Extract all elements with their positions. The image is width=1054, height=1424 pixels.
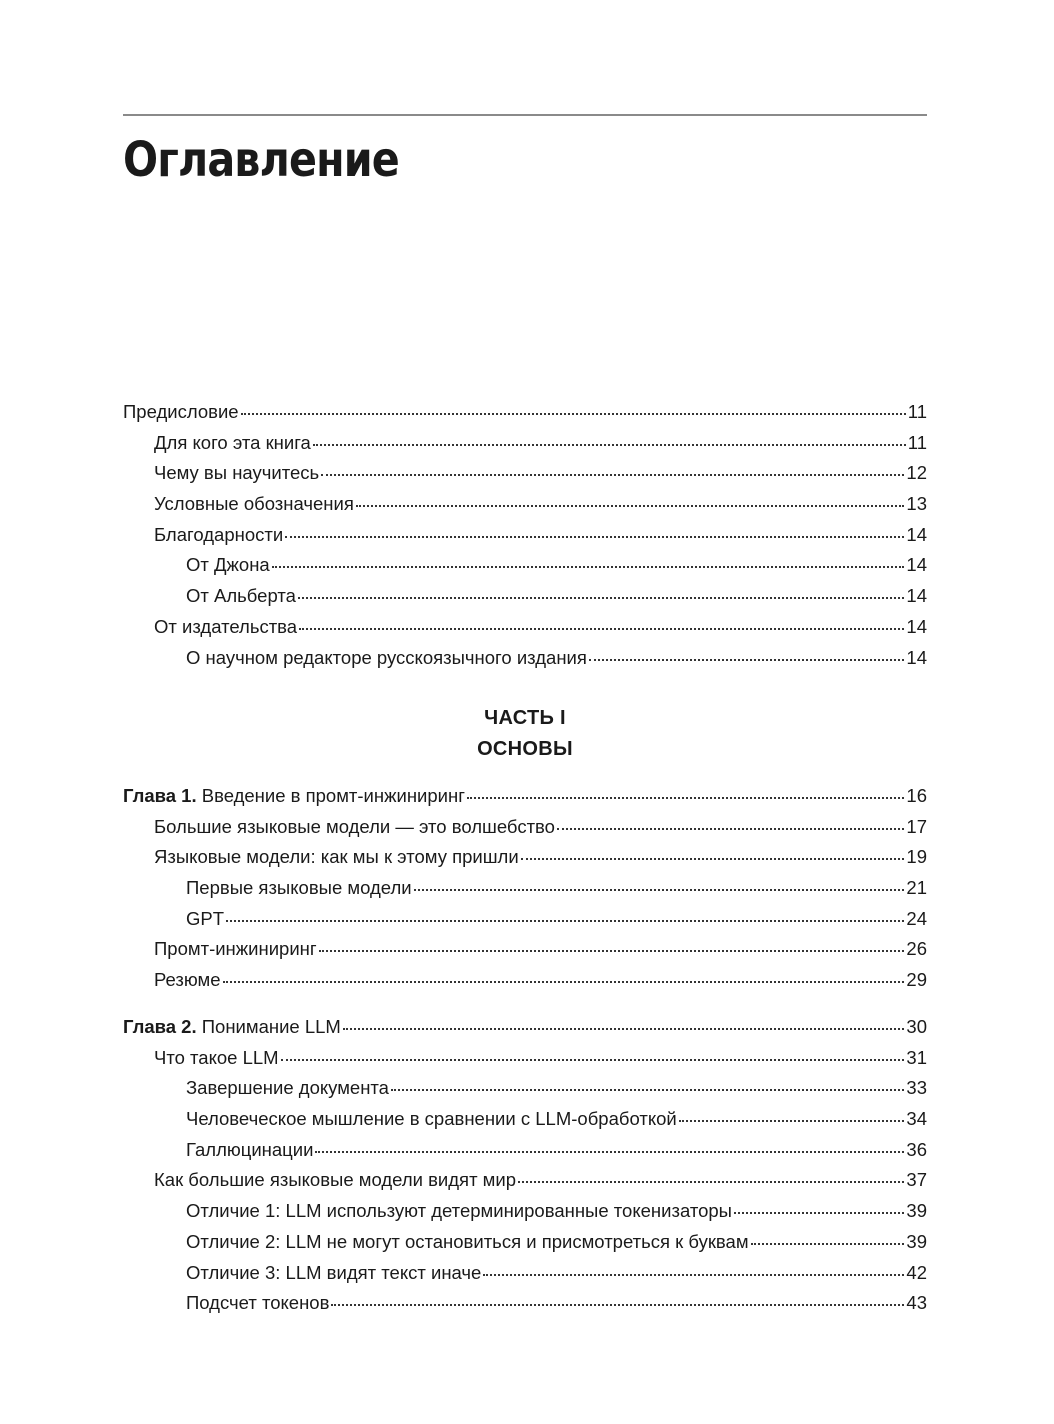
toc-entry-label	[154, 934, 317, 965]
toc-entry-text: Условные обозначения	[154, 493, 354, 515]
dot-leader	[299, 628, 904, 630]
toc-entry-text: От издательства	[154, 615, 298, 637]
chapter-number: Глава 1.	[123, 785, 197, 806]
toc-entry-page-number: 11	[907, 401, 927, 422]
toc-entry-page-number: 13	[906, 493, 927, 515]
toc-entry-label	[154, 520, 283, 551]
toc-entry[interactable]	[123, 520, 927, 551]
header-rule	[123, 114, 927, 116]
toc-entry[interactable]	[123, 397, 927, 428]
toc-entry-label	[186, 581, 296, 612]
dot-leader	[285, 536, 904, 538]
toc-entry-text: Галлюцинации	[186, 1138, 314, 1160]
dot-leader	[331, 1304, 904, 1306]
dot-leader	[281, 1059, 905, 1061]
page-title: Оглавление	[123, 132, 399, 188]
toc-entry-text: Для кого эта книга	[154, 431, 311, 453]
dot-leader	[226, 920, 904, 922]
dot-leader	[272, 566, 905, 568]
toc-entry-text: Подсчет токенов	[186, 1292, 330, 1314]
toc-entry-label	[186, 1227, 749, 1258]
toc-chapter-2	[123, 1012, 927, 1319]
toc-entry[interactable]	[123, 550, 927, 581]
toc-entry-page-number: 14	[906, 523, 927, 545]
toc-entry-text: Резюме	[154, 969, 221, 991]
toc-entry-page-number: 33	[906, 1077, 927, 1099]
toc-entry-label	[123, 1012, 341, 1043]
dot-leader	[356, 505, 905, 507]
toc-entry-text: GPT	[186, 907, 225, 929]
toc-chapter-1	[123, 781, 927, 996]
toc-entry-page-number: 43	[906, 1292, 927, 1314]
toc-entry-label	[186, 873, 412, 904]
toc-entry[interactable]	[123, 781, 927, 812]
toc-entry-label	[154, 428, 311, 459]
toc-entry[interactable]	[123, 1135, 927, 1166]
toc-entry[interactable]	[123, 1104, 927, 1135]
toc-entry-text: Предисловие	[123, 401, 239, 422]
dot-leader	[343, 1028, 905, 1030]
toc-entry-page-number: 42	[906, 1261, 927, 1283]
toc-entry-page-number: 14	[906, 646, 927, 668]
toc-entry[interactable]	[123, 842, 927, 873]
toc-entry-page-number: 14	[906, 585, 927, 607]
toc-entry-label	[123, 397, 239, 428]
toc-entry-label	[154, 1165, 516, 1196]
toc-entry-text: Отличие 1: LLM используют детерминированные токенизаторы	[186, 1200, 732, 1222]
toc-entry-page-number: 31	[906, 1046, 927, 1068]
toc-entry-page-number: 39	[906, 1200, 927, 1222]
toc-entry-page-number: 19	[906, 846, 927, 868]
toc-entry-text: О научном редакторе русскоязычного издания	[186, 646, 587, 668]
toc-entry-label	[154, 489, 354, 520]
toc-entry-page-number: 30	[906, 1016, 927, 1037]
toc-entry[interactable]	[123, 1073, 927, 1104]
toc-entry-label	[154, 612, 297, 643]
toc-entry-text: Завершение документа	[186, 1077, 389, 1099]
dot-leader	[734, 1212, 904, 1214]
dot-leader	[589, 659, 905, 661]
toc-entry[interactable]	[123, 965, 927, 996]
toc-entry-page-number: 14	[906, 615, 927, 637]
toc-entry[interactable]	[123, 1288, 927, 1319]
toc-entry-page-number: 37	[906, 1169, 927, 1191]
toc-entry[interactable]	[123, 1043, 927, 1074]
toc-entry[interactable]	[123, 612, 927, 643]
dot-leader	[391, 1089, 904, 1091]
dot-leader	[557, 828, 904, 830]
dot-leader	[467, 797, 904, 799]
toc-entry-text: Чему вы научитесь	[154, 462, 320, 484]
toc-entry[interactable]	[123, 1165, 927, 1196]
part-heading-title: ОСНОВЫ	[477, 738, 573, 760]
toc-entry-text: Первые языковые модели	[186, 877, 412, 899]
toc-entry-text: Что такое LLM	[154, 1046, 279, 1068]
toc-entry-label	[154, 812, 555, 843]
toc-entry[interactable]	[123, 873, 927, 904]
toc-entry[interactable]	[123, 904, 927, 935]
dot-leader	[298, 597, 905, 599]
toc-entry-text: Отличие 2: LLM не могут остановиться и присмотреться к буквам	[186, 1230, 749, 1252]
dot-leader	[241, 413, 906, 415]
dot-leader	[319, 950, 905, 952]
dot-leader	[321, 474, 904, 476]
toc-front-matter	[123, 397, 927, 673]
toc-entry-page-number: 34	[906, 1108, 927, 1130]
toc-entry[interactable]	[123, 458, 927, 489]
dot-leader	[679, 1120, 905, 1122]
toc-entry-page-number: 36	[906, 1138, 927, 1160]
toc-entry-page-number: 26	[906, 938, 927, 960]
toc-entry-page-number: 29	[906, 969, 927, 991]
dot-leader	[223, 981, 905, 983]
dot-leader	[483, 1274, 904, 1276]
toc-entry-page-number: 39	[906, 1230, 927, 1252]
toc-entry-page-number: 24	[906, 907, 927, 929]
toc-entry-label	[154, 458, 319, 489]
toc-entry-text: Как большие языковые модели видят мир	[154, 1169, 517, 1191]
toc-entry-label	[186, 1135, 313, 1166]
toc-entry-label	[154, 1043, 279, 1074]
toc-entry-label	[186, 1196, 732, 1227]
toc-entry[interactable]	[123, 428, 927, 459]
toc-entry-page-number: 12	[906, 462, 927, 484]
toc-entry-page-number: 11	[907, 431, 927, 453]
toc-entry-page-number: 14	[906, 554, 927, 576]
toc-entry-page-number: 17	[906, 815, 927, 837]
dot-leader	[521, 858, 905, 860]
toc-entry-page-number: 16	[906, 785, 927, 806]
toc-entry[interactable]	[123, 812, 927, 843]
toc-entry-label	[186, 643, 587, 674]
dot-leader	[313, 444, 906, 446]
toc-entry[interactable]	[123, 1227, 927, 1258]
toc-entry-label	[186, 550, 270, 581]
toc-entry[interactable]	[123, 1012, 927, 1043]
toc-entry[interactable]	[123, 581, 927, 612]
toc-entry-text: Человеческое мышление в сравнении с LLM-обработкой	[186, 1108, 677, 1130]
toc-entry[interactable]	[123, 1196, 927, 1227]
toc-entry-label	[186, 1104, 677, 1135]
toc-entry-text: Большие языковые модели — это волшебство	[154, 815, 555, 837]
toc-entry-text: Промт-инжиниринг	[154, 938, 317, 960]
toc-entry-label	[154, 842, 519, 873]
toc-entry-text: Отличие 3: LLM видят текст иначе	[186, 1261, 482, 1283]
dot-leader	[751, 1243, 905, 1245]
toc-entry-label	[123, 781, 465, 812]
toc-entry[interactable]	[123, 643, 927, 674]
dot-leader	[518, 1181, 904, 1183]
toc-entry-page-number: 21	[906, 877, 927, 899]
dot-leader	[315, 1151, 904, 1153]
toc-entry[interactable]	[123, 1258, 927, 1289]
toc-entry-label	[154, 965, 221, 996]
dot-leader	[414, 889, 905, 891]
chapter-number: Глава 2.	[123, 1016, 197, 1037]
toc-entry[interactable]	[123, 489, 927, 520]
toc-entry-text: От Джона	[186, 554, 270, 576]
toc-entry-text: Введение в промт-инжиниринг	[201, 785, 465, 806]
part-heading-number: ЧАСТЬ I	[484, 707, 566, 729]
toc-entry-label	[186, 1073, 389, 1104]
toc-entry-label	[186, 1258, 481, 1289]
toc-entry-text: Языковые модели: как мы к этому пришли	[154, 846, 519, 868]
toc-entry-label	[186, 904, 224, 935]
toc-entry-text: Благодарности	[154, 523, 284, 545]
toc-entry-label	[186, 1288, 329, 1319]
toc-entry-text: Понимание LLM	[201, 1016, 341, 1037]
toc-entry-text: От Альберта	[186, 585, 296, 607]
toc-entry[interactable]	[123, 934, 927, 965]
